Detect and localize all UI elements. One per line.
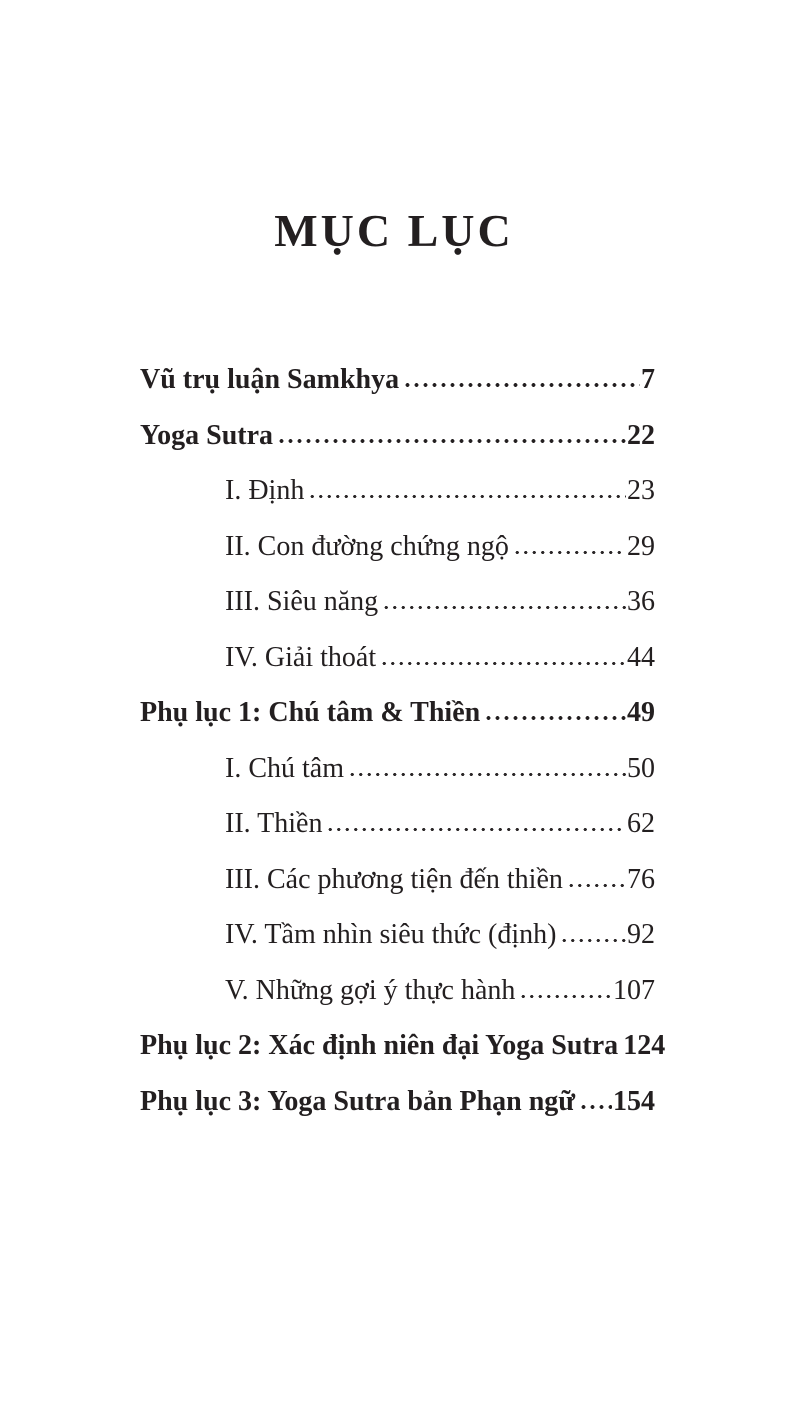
dot-leader: [484, 715, 626, 721]
toc-entry-label: Yoga Sutra: [140, 419, 274, 451]
toc-entry-label: I. Chú tâm: [225, 752, 344, 784]
dot-leader: [579, 1104, 612, 1110]
toc-entry-page: 23: [627, 475, 655, 506]
toc-entry-label: Phụ lục 3: Yoga Sutra bản Phạn ngữ: [140, 1085, 576, 1117]
toc-entry: [140, 963, 655, 1019]
toc-entry: [140, 630, 655, 686]
toc-entry-page: 107: [613, 974, 655, 1006]
dot-leader: [308, 493, 626, 499]
toc-entry: [140, 352, 655, 408]
toc-entry-label: Phụ lục 2: Xác định niên đại Yoga Sutra: [140, 1030, 619, 1061]
dot-leader: [567, 882, 626, 888]
toc-entry: [140, 574, 655, 630]
toc-entry-page: 44: [627, 641, 655, 673]
toc-entry-page: 29: [627, 530, 655, 562]
toc-entry-label: IV. Tầm nhìn siêu thức (định): [225, 919, 557, 950]
toc-entry-page: 7: [641, 364, 655, 395]
dot-leader: [403, 382, 640, 388]
toc-entry-label: II. Con đường chứng ngộ: [225, 530, 509, 562]
toc-entry-page: 124: [623, 1030, 666, 1061]
dot-leader: [382, 604, 626, 610]
dot-leader: [277, 438, 626, 444]
toc-entry-page: 62: [627, 808, 655, 839]
toc-entry: [140, 852, 655, 908]
toc-entry: [140, 463, 655, 519]
toc-entry-label: IV. Giải thoát: [225, 641, 377, 673]
toc-entry-page: 92: [627, 919, 655, 950]
dot-leader: [348, 771, 626, 777]
toc-entry: [140, 907, 655, 963]
toc-entry-label: III. Các phương tiện đến thiền: [225, 863, 563, 895]
toc-list: [0, 352, 788, 1129]
toc-entry-label: III. Siêu năng: [225, 586, 379, 617]
toc-entry-label: Vũ trụ luận Samkhya: [140, 364, 400, 395]
toc-entry-label: II. Thiền: [225, 808, 323, 839]
toc-entry-page: 154: [613, 1085, 655, 1117]
toc-entry-page: 36: [627, 586, 655, 617]
dot-leader: [380, 660, 626, 666]
toc-entry: [140, 741, 655, 797]
toc-entry-page: 76: [627, 863, 655, 895]
toc-entry: [140, 519, 655, 575]
toc-entry-label: I. Định: [225, 475, 305, 506]
toc-entry: [140, 408, 655, 464]
toc-entry-page: 22: [627, 419, 655, 451]
toc-entry-page: 50: [627, 752, 655, 784]
toc-entry-label: V. Những gợi ý thực hành: [225, 974, 516, 1006]
page-title: MỤC LỤC: [274, 205, 514, 256]
dot-leader: [513, 549, 626, 555]
toc-entry-page: 49: [627, 697, 655, 728]
toc-entry: [140, 1018, 666, 1074]
toc-entry: [140, 685, 655, 741]
toc-entry: [140, 796, 655, 852]
toc-entry-label: Phụ lục 1: Chú tâm & Thiền: [140, 697, 481, 728]
toc-entry: [140, 1074, 655, 1130]
dot-leader: [519, 993, 612, 999]
dot-leader: [326, 826, 626, 832]
dot-leader: [560, 937, 626, 943]
